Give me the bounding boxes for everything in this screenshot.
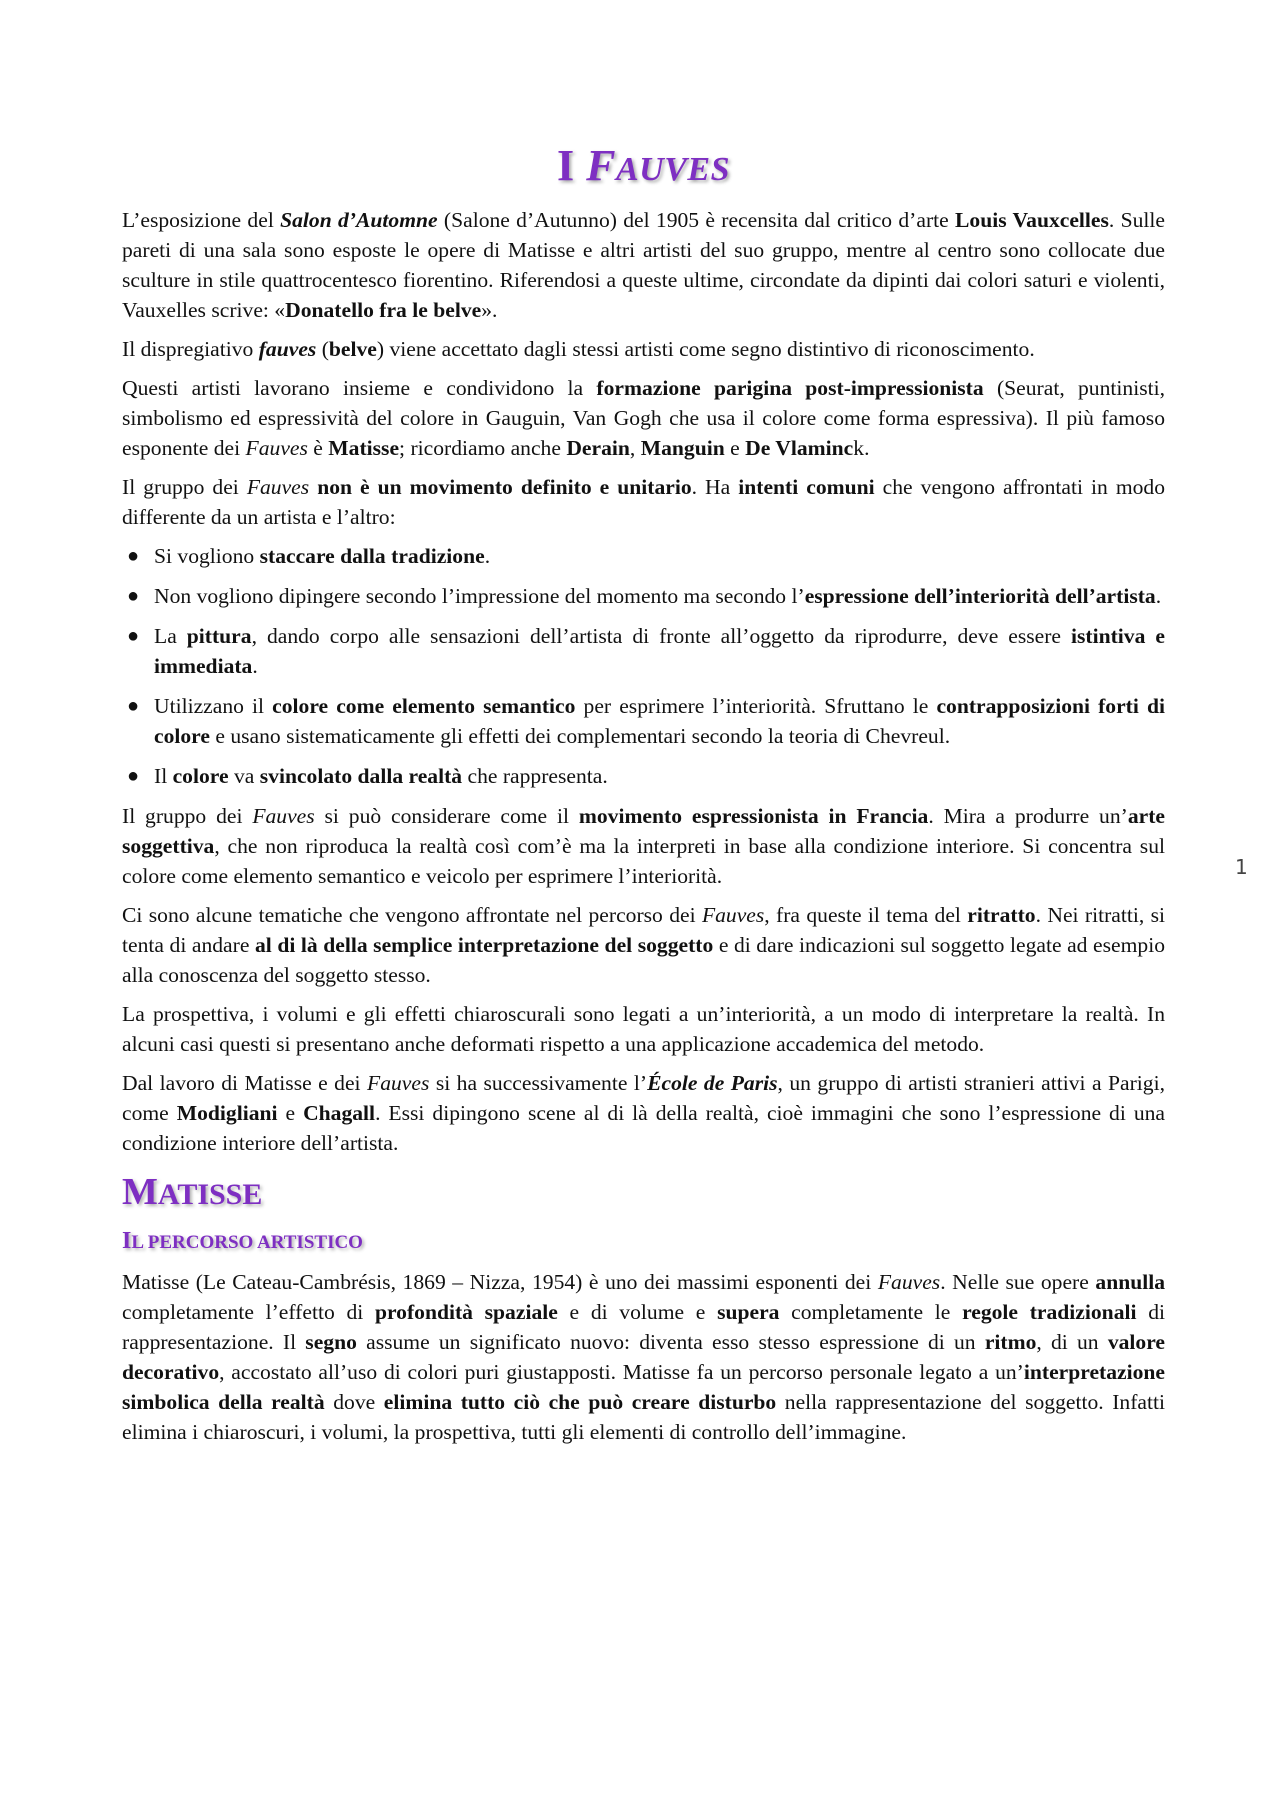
paragraph-dispregiativo: Il dispregiativo fauves (belve) viene accettato dagli stessi artisti come segno distintivo di riconoscimento. <box>122 337 1035 361</box>
bullet-icon: ● <box>127 545 140 567</box>
paragraph-ritratto: Ci sono alcune tematiche che vengono affrontate nel percorso dei Fauves, fra queste il tema del ritratto. Nei ritratti, si tenta di andare al di là della semplice interpretazione del soggetto e di dare indicazioni sul soggetto legate ad esempio alla conoscenza del soggetto stesso. <box>122 903 1165 987</box>
document-page <box>122 140 1165 1456</box>
paragraph-gruppo: Il gruppo dei Fauves non è un movimento definito e unitario. Ha intenti comuni che vengono affrontati in modo differente da un artista e l’altro: <box>122 475 1166 529</box>
paragraph-ecole: Dal lavoro di Matisse e dei Fauves si ha successivamente l’École de Paris, un gruppo di artisti stranieri attivi a Parigi, come Modigliani e Chagall. Essi dipingono scene al di là della realtà, cioè immagini che sono l’espressione di una condizione interiore dell’artista. <box>122 1071 1165 1155</box>
list-item: ● Utilizzano il colore come elemento semantico per esprimere l’interiorità. Sfruttano le contrapposizioni forti di colore e usano sistematicamente gli effetti dei complementari secondo la teoria di Chevreul. <box>122 691 1165 751</box>
paragraph-prospettiva: La prospettiva, i volumi e gli effetti chiaroscurali sono legati a un’interiorità, a un modo di interpretare la realtà. In alcuni casi questi si presentano anche deformati rispetto a una applicazione accademica del metodo. <box>122 1002 1165 1056</box>
bullet-icon: ● <box>127 625 140 647</box>
list-item: ● Non vogliono dipingere secondo l’impressione del momento ma secondo l’espressione dell’interiorità dell’artista. <box>122 581 1165 611</box>
paragraph-formazione: Questi artisti lavorano insieme e condividono la formazione parigina post-impressionista (Seurat, puntinisti, simbolismo ed espressività del colore in Gauguin, Van Gogh che usa il colore come forma espressiva). Il più famoso esponente dei Fauves è Matisse; ricordiamo anche Derain, Manguin e De Vlaminck. <box>122 376 1166 460</box>
paragraph-matisse: Matisse (Le Cateau-Cambrésis, 1869 – Nizza, 1954) è uno dei massimi esponenti dei Fauves. Nelle sue opere annulla completamente l’effetto di profondità spaziale e di volume e supera completamente le regole tradizionali di rappresentazione. Il segno assume un significato nuovo: diventa esso stesso espressione di un ritmo, di un valore decorativo, accostato all’uso di colori puri giustapposti. Matisse fa un percorso personale legato a un’interpretazione simbolica della realtà dove elimina tutto ciò che può creare disturbo nella rappresentazione del soggetto. Infatti elimina i chiaroscuri, i volumi, la prospettiva, tutti gli elementi di controllo dell’immagine. <box>122 1270 1166 1444</box>
paragraph-espressionista: Il gruppo dei Fauves si può considerare come il movimento espressionista in Francia. Mira a produrre un’arte soggettiva, che non riproduca la realtà così com’è ma la interpreti in base alla condizione interiore. Si concentra sul colore come elemento semantico e veicolo per esprimere l’interiorità. <box>122 804 1165 888</box>
paragraph-salon: L’esposizione del Salon d’Automne (Salone d’Autunno) del 1905 è recensita dal critico d’arte Louis Vauxcelles. Sulle pareti di una sala sono esposte le opere di Matisse e altri artisti del suo gruppo, mentre al centro sono collocate due sculture in stile quattrocentesco fiorentino. Riferendosi a queste ultime, circondate da dipinti dai colori saturi e violenti, Vauxelles scrive: «Donatello fra le belve». <box>122 208 1166 322</box>
bullet-icon: ● <box>127 585 140 607</box>
bullet-icon: ● <box>127 765 140 787</box>
bullet-icon: ● <box>127 695 140 717</box>
page-number: 1 <box>1235 855 1248 879</box>
intenti-list <box>122 541 1165 791</box>
list-item: ● Il colore va svincolato dalla realtà che rappresenta. <box>122 761 1165 791</box>
heading-matisse: MATISSE <box>122 1171 263 1213</box>
heading-percorso-artistico: IL PERCORSO ARTISTICO <box>122 1228 363 1254</box>
list-item: ● Si vogliono staccare dalla tradizione. <box>122 541 1165 571</box>
page-title: I FAUVES <box>557 141 730 190</box>
list-item: ● La pittura, dando corpo alle sensazioni dell’artista di fronte all’oggetto da riprodurre, deve essere istintiva e immediata. <box>122 621 1165 681</box>
